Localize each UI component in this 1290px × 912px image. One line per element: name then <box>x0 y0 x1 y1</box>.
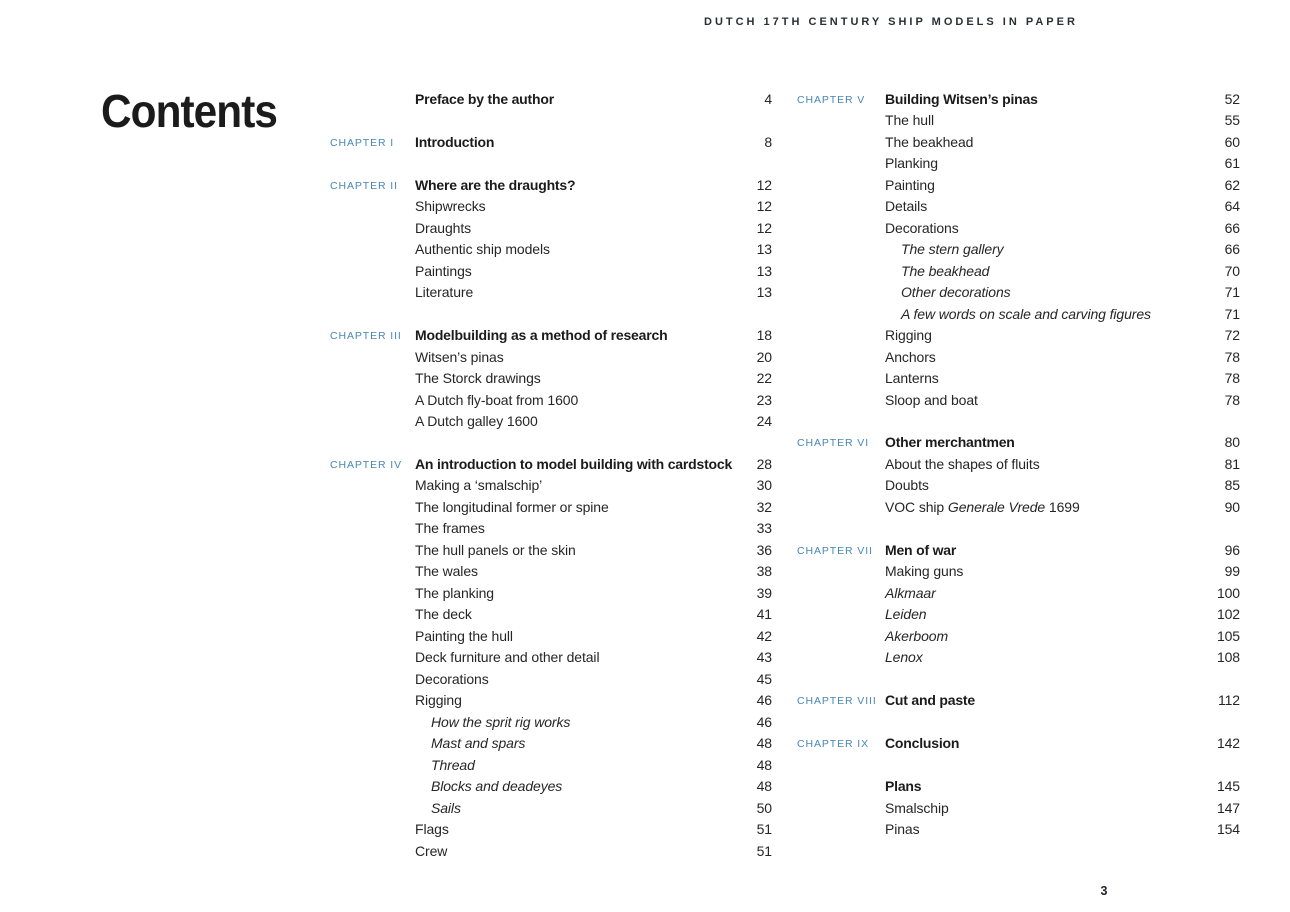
toc-entry-page: 45 <box>756 670 772 687</box>
section-spacer <box>797 711 1240 732</box>
section-spacer <box>330 303 772 324</box>
chapter-label <box>797 205 885 207</box>
toc-entry-page: 33 <box>756 520 772 537</box>
chapter-label <box>797 656 885 658</box>
toc-entry-page: 39 <box>756 584 772 601</box>
chapter-label <box>330 785 415 787</box>
toc-entry-page: 142 <box>1216 735 1240 752</box>
chapter-label <box>797 334 885 336</box>
toc-row <box>330 518 772 539</box>
toc-entry-title: Lanterns <box>885 370 939 387</box>
toc-entry-title: Planking <box>885 155 938 172</box>
chapter-label: CHAPTER V <box>797 93 866 106</box>
toc-row <box>330 561 772 582</box>
running-header: DUTCH 17TH CENTURY SHIP MODELS IN PAPER <box>704 16 1078 28</box>
chapter-label <box>330 420 415 422</box>
toc-row <box>797 389 1240 410</box>
toc-entry-page: 43 <box>756 649 772 666</box>
toc-entry-title: Painting <box>885 176 935 193</box>
toc-entry-title: Lenox <box>885 649 923 666</box>
toc-row <box>797 582 1240 603</box>
chapter-label <box>330 764 415 766</box>
chapter-label <box>330 270 415 272</box>
toc-entry-title: Decorations <box>415 670 489 687</box>
toc-entry-title: An introduction to model building with cardstock <box>415 455 733 472</box>
toc-entry-title: Akerboom <box>885 627 949 644</box>
chapter-label: CHAPTER II <box>330 179 398 192</box>
chapter-label <box>330 205 415 207</box>
page-number: 3 <box>1100 884 1108 898</box>
toc-entry-page: 66 <box>1224 241 1240 258</box>
toc-entry-title: The frames <box>415 520 485 537</box>
toc-row <box>330 647 772 668</box>
chapter-label <box>797 484 885 486</box>
toc-entry-page: 154 <box>1216 821 1240 838</box>
toc-row <box>330 281 772 302</box>
chapter-label <box>330 635 415 637</box>
toc-entry-page: 48 <box>756 735 772 752</box>
chapter-label <box>330 399 415 401</box>
toc-entry-title: Men of war <box>885 541 957 558</box>
toc-entry-page: 23 <box>756 391 772 408</box>
toc-row <box>330 174 772 195</box>
toc-row <box>330 217 772 238</box>
toc-entry-page: 100 <box>1216 584 1240 601</box>
chapter-label <box>797 356 885 358</box>
chapter-label: CHAPTER VI <box>797 437 870 450</box>
toc-entry-title: Details <box>885 198 928 215</box>
chapter-label <box>330 291 415 293</box>
chapter-label <box>797 807 885 809</box>
toc-entry-page: 71 <box>1224 305 1240 322</box>
toc-entry-title: Sloop and boat <box>885 391 978 408</box>
toc-entry-title: Pinas <box>885 821 920 838</box>
chapter-label <box>330 850 415 852</box>
toc-row <box>797 797 1240 818</box>
toc-entry-title: Doubts <box>885 477 929 494</box>
toc-entry-page: 28 <box>756 455 772 472</box>
toc-row <box>330 88 772 109</box>
chapter-label: CHAPTER VII <box>797 544 873 557</box>
toc-row <box>330 238 772 259</box>
toc-entry-title: VOC ship Generale Vrede 1699 <box>885 498 1080 515</box>
toc-row <box>797 174 1240 195</box>
toc-entry-title: Painting the hull <box>415 627 513 644</box>
toc-entry-page: 46 <box>756 692 772 709</box>
toc-row <box>797 303 1240 324</box>
toc-entry-title: Other decorations <box>901 284 1011 301</box>
toc-entry-title: The stern gallery <box>901 241 1004 258</box>
toc-entry-title: Cut and paste <box>885 692 975 709</box>
toc-row <box>797 238 1240 259</box>
toc-entry-title: Leiden <box>885 606 927 623</box>
section-spacer <box>797 668 1240 689</box>
toc-row <box>330 840 772 861</box>
chapter-label <box>797 506 885 508</box>
chapter-label <box>797 828 885 830</box>
toc-row <box>330 367 772 388</box>
toc-row <box>797 647 1240 668</box>
toc-entry-title: Crew <box>415 842 448 859</box>
toc-row <box>330 410 772 431</box>
chapter-label <box>330 506 415 508</box>
chapter-label <box>797 270 885 272</box>
toc-entry-page: 48 <box>756 756 772 773</box>
toc-row <box>330 818 772 839</box>
toc-entry-title: Deck furniture and other detail <box>415 649 600 666</box>
toc-entry-title: Thread <box>431 756 475 773</box>
toc-entry-page: 24 <box>756 413 772 429</box>
toc-entry-title: A Dutch fly-boat from 1600 <box>415 391 579 408</box>
toc-entry-page: 81 <box>1224 455 1240 472</box>
toc-row <box>797 131 1240 152</box>
toc-entry-page: 112 <box>1217 692 1240 709</box>
toc-row <box>330 131 772 152</box>
chapter-label <box>330 527 415 529</box>
chapter-label <box>797 570 885 572</box>
chapter-label <box>330 248 415 250</box>
toc-entry-page: 12 <box>756 198 772 215</box>
toc-entry-title: Paintings <box>415 262 472 279</box>
toc-entry-title: The Storck drawings <box>415 370 541 387</box>
toc-entry-title: Shipwrecks <box>415 198 486 215</box>
toc-row <box>330 453 772 474</box>
chapter-label <box>330 656 415 658</box>
toc-entry-page: 55 <box>1224 112 1240 129</box>
toc-entry-title: Witsen’s pinas <box>415 348 504 365</box>
chapter-label <box>797 785 885 787</box>
toc-row <box>797 88 1240 109</box>
toc-row <box>330 260 772 281</box>
toc-entry-page: 12 <box>756 176 772 193</box>
toc-entry-page: 32 <box>756 498 772 515</box>
toc-entry-title: Alkmaar <box>885 584 936 601</box>
toc-row <box>797 625 1240 646</box>
toc-entry-page: 22 <box>756 370 772 387</box>
toc-row <box>797 367 1240 388</box>
toc-entry-title: The beakhead <box>901 262 990 279</box>
toc-entry-page: 90 <box>1224 498 1240 515</box>
toc-row <box>797 432 1240 453</box>
toc-entry-title: Making guns <box>885 563 964 580</box>
toc-entry-page: 12 <box>756 219 772 236</box>
toc-entry-page: 78 <box>1224 348 1240 365</box>
toc-row <box>330 475 772 496</box>
toc-entry-title: Sails <box>431 799 461 816</box>
chapter-label: CHAPTER IX <box>797 738 870 751</box>
toc-entry-page: 48 <box>756 778 772 795</box>
chapter-label <box>330 828 415 830</box>
toc-entry-title: Anchors <box>885 348 936 365</box>
toc-entry-page: 78 <box>1224 391 1240 408</box>
toc-row <box>330 733 772 754</box>
chapter-label <box>330 377 415 379</box>
toc-entry-title: Where are the draughts? <box>415 176 576 193</box>
toc-entry-page: 70 <box>1224 262 1240 279</box>
toc-row <box>797 453 1240 474</box>
toc-entry-title: Rigging <box>415 692 462 709</box>
chapter-label <box>797 635 885 637</box>
toc-entry-page: 20 <box>756 348 772 365</box>
toc-row <box>797 561 1240 582</box>
toc-entry-page: 13 <box>756 284 772 301</box>
chapter-label <box>797 463 885 465</box>
toc-entry-title: Building Witsen’s pinas <box>885 90 1038 107</box>
toc-entry-title: Conclusion <box>885 735 960 752</box>
toc-row <box>797 217 1240 238</box>
toc-entry-page: 60 <box>1224 133 1240 150</box>
chapter-label: CHAPTER I <box>330 136 395 149</box>
toc-entry-title: Blocks and deadeyes <box>431 778 563 795</box>
toc-entry-title: Draughts <box>415 219 472 236</box>
toc-row <box>330 690 772 711</box>
toc-entry-title: Mast and spars <box>431 735 526 752</box>
toc-entry-page: 38 <box>756 563 772 580</box>
toc-entry-page: 41 <box>756 606 772 623</box>
chapter-label <box>330 570 415 572</box>
toc-row <box>797 818 1240 839</box>
chapter-label <box>797 227 885 229</box>
toc-row <box>797 539 1240 560</box>
toc-row <box>330 797 772 818</box>
chapter-label: CHAPTER VIII <box>797 695 877 708</box>
section-spacer <box>797 518 1240 539</box>
chapter-label <box>330 678 415 680</box>
toc-row <box>330 324 772 345</box>
chapter-label <box>797 162 885 164</box>
chapter-label <box>330 699 415 701</box>
toc-column-right <box>797 88 1240 840</box>
chapter-label <box>330 721 415 723</box>
toc-entry-title: A few words on scale and carving figures <box>901 305 1151 322</box>
toc-entry-title: The hull panels or the skin <box>415 541 576 558</box>
toc-entry-page: 80 <box>1224 434 1240 451</box>
toc-entry-page: 102 <box>1216 606 1240 623</box>
toc-row <box>797 475 1240 496</box>
toc-entry-page: 147 <box>1216 799 1240 816</box>
toc-entry-page: 78 <box>1224 370 1240 387</box>
toc-entry-page: 8 <box>764 133 772 150</box>
toc-row <box>797 776 1240 797</box>
chapter-label <box>797 248 885 250</box>
toc-entry-page: 13 <box>756 262 772 279</box>
chapter-label <box>330 227 415 229</box>
chapter-label <box>797 377 885 379</box>
chapter-label <box>797 613 885 615</box>
toc-entry-page: 96 <box>1224 541 1240 558</box>
toc-entry-title: Literature <box>415 284 474 301</box>
page-title: Contents <box>101 85 278 137</box>
chapter-label <box>797 291 885 293</box>
toc-entry-page: 18 <box>756 327 772 344</box>
toc-row <box>330 604 772 625</box>
toc-entry-title: About the shapes of fluits <box>885 455 1040 472</box>
toc-entry-title: Smalschip <box>885 799 949 816</box>
chapter-label <box>330 613 415 615</box>
toc-row <box>330 776 772 797</box>
toc-row <box>797 346 1240 367</box>
toc-entry-title: Rigging <box>885 327 932 344</box>
toc-entry-page: 42 <box>756 627 772 644</box>
toc-entry-page: 61 <box>1224 155 1240 172</box>
toc-entry-title: Modelbuilding as a method of research <box>415 327 668 344</box>
toc-row <box>330 582 772 603</box>
section-spacer <box>330 432 772 453</box>
toc-row <box>330 496 772 517</box>
toc-row <box>797 733 1240 754</box>
toc-row <box>797 260 1240 281</box>
toc-entry-title: Making a ‘smalschip’ <box>415 477 543 494</box>
toc-row <box>797 281 1240 302</box>
chapter-label <box>797 592 885 594</box>
chapter-label <box>330 742 415 744</box>
toc-entry-page: 50 <box>756 799 772 816</box>
toc-entry-title: Plans <box>885 778 922 795</box>
toc-entry-title: The longitudinal former or spine <box>415 498 609 515</box>
chapter-label <box>330 807 415 809</box>
toc-entry-page: 62 <box>1224 176 1240 193</box>
toc-row <box>797 690 1240 711</box>
toc-entry-page: 13 <box>756 241 772 258</box>
toc-entry-page: 66 <box>1224 219 1240 236</box>
section-spacer <box>330 152 772 173</box>
toc-entry-title: Flags <box>415 821 449 838</box>
toc-row <box>330 711 772 732</box>
chapter-label: CHAPTER IV <box>330 458 403 471</box>
toc-entry-page: 30 <box>756 477 772 494</box>
toc-entry-title: The hull <box>885 112 935 129</box>
toc-row <box>797 152 1240 173</box>
toc-entry-page: 72 <box>1224 327 1240 344</box>
toc-entry-page: 105 <box>1216 627 1240 644</box>
toc-row <box>330 389 772 410</box>
chapter-label <box>330 356 415 358</box>
toc-entry-title: Other merchantmen <box>885 434 1015 451</box>
toc-row <box>330 754 772 775</box>
toc-entry-title: The planking <box>415 584 494 601</box>
toc-entry-page: 4 <box>764 90 772 107</box>
toc-row <box>330 625 772 646</box>
toc-entry-page: 46 <box>756 713 772 730</box>
toc-entry-title: The wales <box>415 563 478 580</box>
toc-entry-title: Preface by the author <box>415 90 554 107</box>
toc-entry-page: 51 <box>756 821 772 838</box>
toc-entry-page: 71 <box>1224 284 1240 301</box>
chapter-label <box>797 313 885 315</box>
toc-column-left <box>330 88 772 861</box>
chapter-label: CHAPTER III <box>330 330 402 343</box>
chapter-label <box>330 549 415 551</box>
toc-entry-title: Introduction <box>415 133 495 150</box>
toc-entry-page: 36 <box>756 541 772 558</box>
toc-row <box>797 324 1240 345</box>
toc-entry-page: 64 <box>1224 198 1240 215</box>
chapter-label <box>797 141 885 143</box>
toc-row <box>330 195 772 216</box>
toc-row <box>330 346 772 367</box>
toc-entry-title: The beakhead <box>885 133 974 150</box>
toc-entry-page: 108 <box>1216 649 1240 666</box>
chapter-label <box>330 98 415 100</box>
section-spacer <box>797 754 1240 775</box>
section-spacer <box>797 410 1240 431</box>
section-spacer <box>330 109 772 130</box>
toc-entry-page: 145 <box>1216 778 1240 795</box>
chapter-label <box>797 184 885 186</box>
toc-entry-title: Authentic ship models <box>415 241 550 258</box>
toc-row <box>797 109 1240 130</box>
chapter-label <box>797 399 885 401</box>
toc-entry-title: Decorations <box>885 219 959 236</box>
toc-row <box>797 496 1240 517</box>
chapter-label <box>330 592 415 594</box>
toc-entry-page: 85 <box>1224 477 1240 494</box>
toc-row <box>330 668 772 689</box>
chapter-label <box>330 484 415 486</box>
toc-entry-page: 52 <box>1224 90 1240 107</box>
toc-row <box>330 539 772 560</box>
toc-row <box>797 195 1240 216</box>
toc-entry-title: How the sprit rig works <box>431 713 571 730</box>
toc-row <box>797 604 1240 625</box>
toc-entry-title: A Dutch galley 1600 <box>415 413 538 429</box>
toc-entry-page: 99 <box>1224 563 1240 580</box>
chapter-label <box>797 119 885 121</box>
toc-entry-page: 51 <box>756 842 772 859</box>
toc-entry-title: The deck <box>415 606 472 623</box>
